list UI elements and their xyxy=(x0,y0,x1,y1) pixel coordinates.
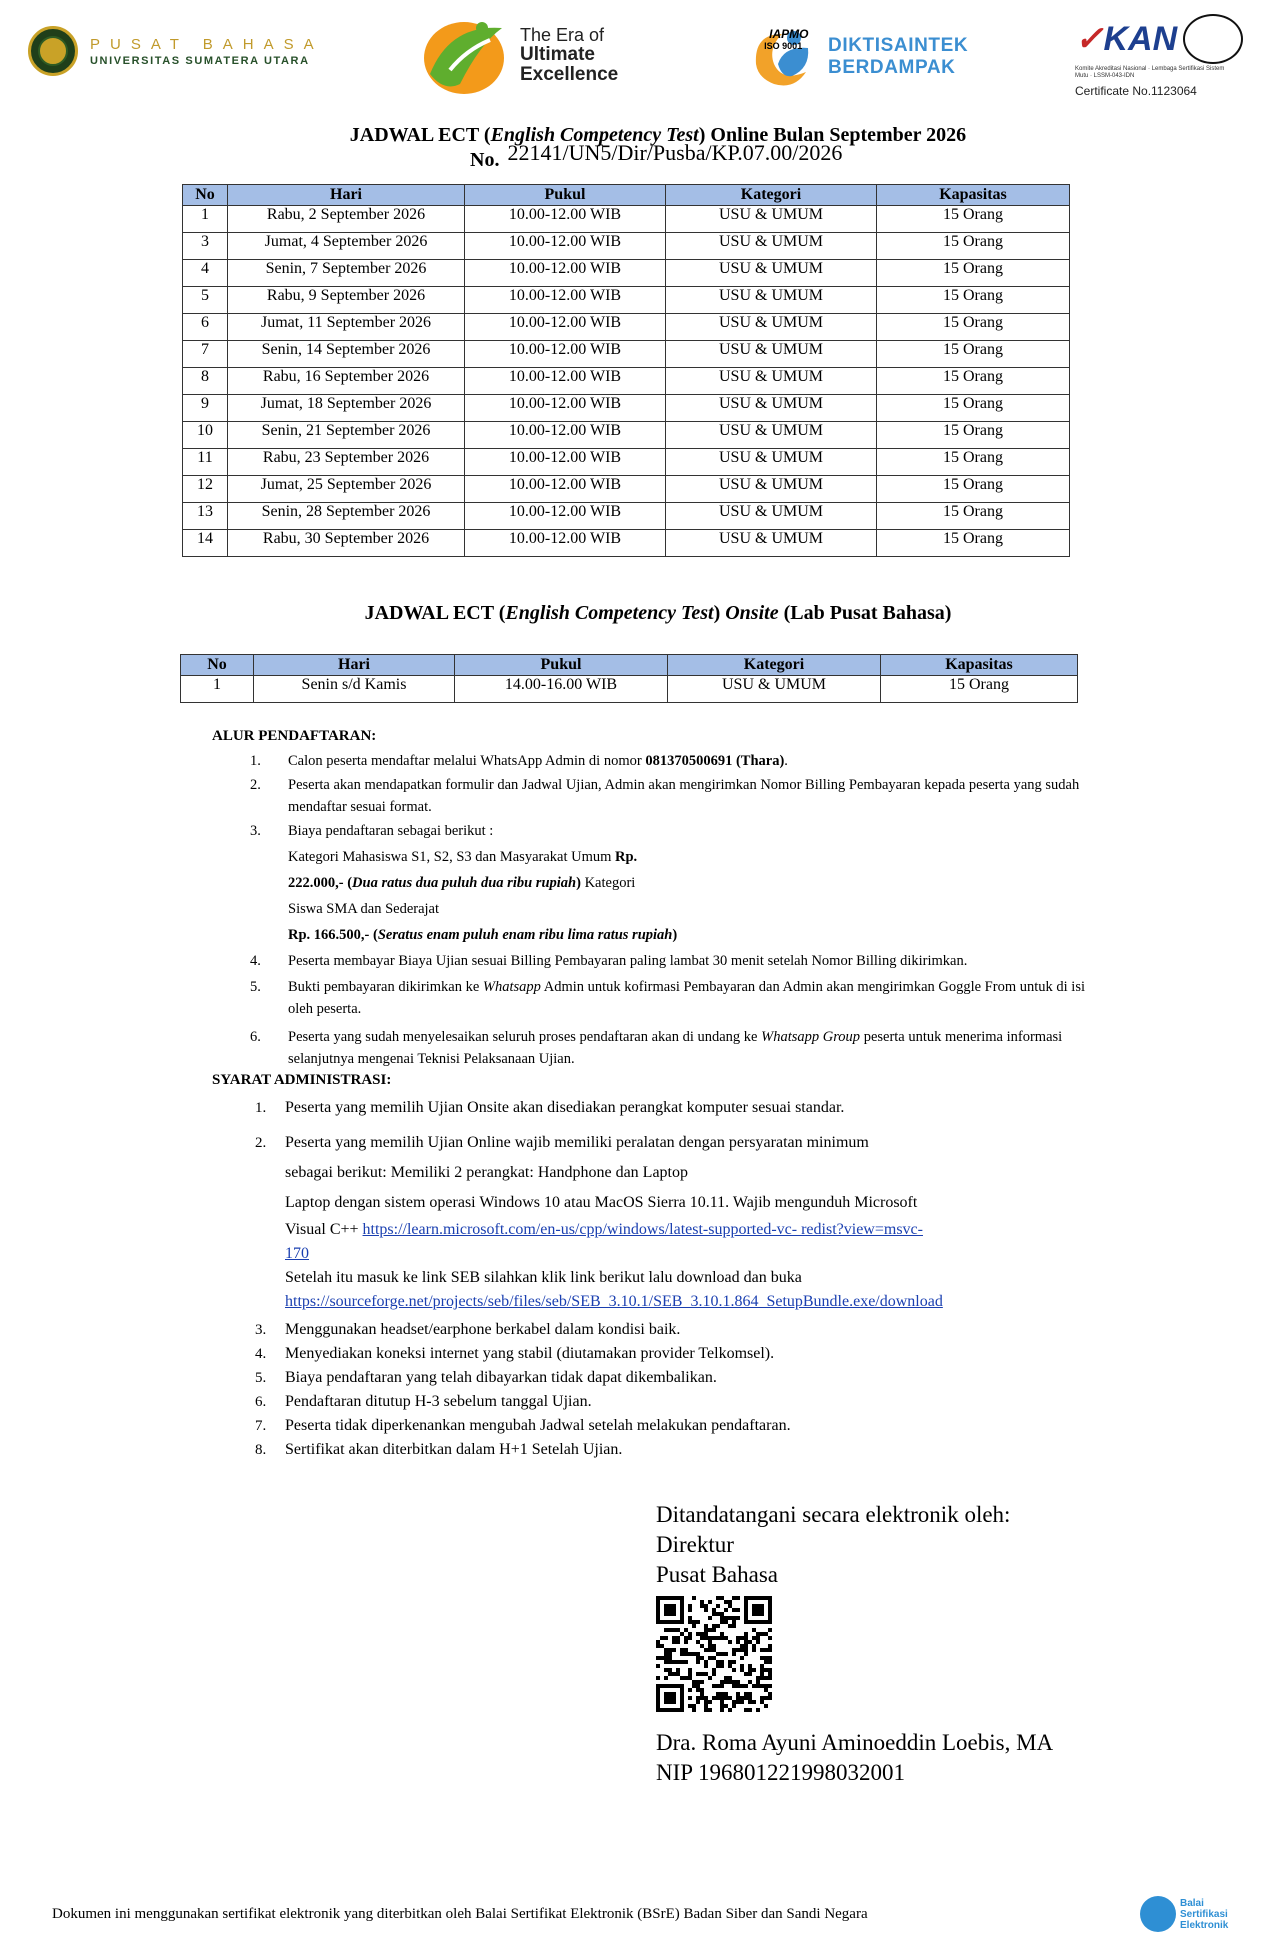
cell-pukul: 10.00-12.00 WIB xyxy=(465,341,666,368)
cell-no: 10 xyxy=(183,422,228,449)
cell-pukul: 10.00-12.00 WIB xyxy=(465,287,666,314)
table-row xyxy=(183,530,1070,557)
cell-kategori: USU & UMUM xyxy=(666,287,877,314)
era-line1: The Era of xyxy=(520,25,605,45)
onsite-schedule-title: JADWAL ECT (English Competency Test) Onsite (Lab Pusat Bahasa) xyxy=(364,602,952,624)
cell-hari: Jumat, 11 September 2026 xyxy=(228,314,465,341)
signer-unit: Pusat Bahasa xyxy=(656,1562,779,1587)
alur-item-6: 6. Peserta yang sudah menyelesaikan seluruh proses pendaftaran akan di undang ke Whatsapp Group peserta untuk menerima informasi selanjutnya mengenai Teknisi Pelaksanaan Ujian. xyxy=(250,1029,1063,1067)
col-kategori: Kategori xyxy=(668,655,881,676)
syarat-item-2: 2. Peserta yang memilih Ujian Online wajib memiliki peralatan dengan persyaratan minimum sebagai berikut: Memiliki 2 perangkat: Handphone dan Laptop Laptop dengan sistem operasi Windows 10 atau MacOS Sierra 10.11. Wajib mengunduh Microsoft Visual C++ https://learn.microsoft.com/en-us/cpp/windows/latest-supported-vc- redist?view=msvc- 170 Setelah itu masuk ke link SEB silahkan klik link berikut lalu download dan buka https://sourceforge.net/projects/seb/files/seb/SEB_3.10.1/SEB_3.10.1.864_SetupBundle.exe/download xyxy=(255,1134,943,1310)
cell-hari: Senin, 28 September 2026 xyxy=(228,503,465,530)
cell-hari: Rabu, 9 September 2026 xyxy=(228,287,465,314)
msvc-redist-link[interactable]: https://learn.microsoft.com/en-us/cpp/windows/latest-supported-vc- redist?view=msvc- xyxy=(362,1221,923,1238)
cell-kapasitas: 15 Orang xyxy=(877,530,1070,557)
syarat-item-1: 1. Peserta yang memilih Ujian Onsite akan disediakan perangkat komputer sesuai standar. xyxy=(255,1099,845,1116)
signer-block xyxy=(656,1728,1053,1788)
cell-kategori: USU & UMUM xyxy=(666,503,877,530)
qr-code-icon xyxy=(656,1596,772,1712)
col-kapasitas: Kapasitas xyxy=(881,655,1078,676)
syarat-item-6: 6. Pendaftaran ditutup H-3 sebelum tanggal Ujian. xyxy=(255,1393,592,1410)
cell-no: 13 xyxy=(183,503,228,530)
cell-kapasitas: 15 Orang xyxy=(877,395,1070,422)
table-row xyxy=(181,676,1078,703)
table-row xyxy=(183,287,1070,314)
cell-no: 1 xyxy=(183,206,228,233)
syarat-item-8: 8. Sertifikat akan diterbitkan dalam H+1 Setelah Ujian. xyxy=(255,1441,623,1458)
signature-block xyxy=(656,1500,1010,1590)
cell-pukul: 10.00-12.00 WIB xyxy=(465,260,666,287)
col-kapasitas: Kapasitas xyxy=(877,185,1070,206)
syarat-item-3: 3. Menggunakan headset/earphone berkabel dalam kondisi baik. xyxy=(255,1321,681,1338)
cell-kategori: USU & UMUM xyxy=(666,530,877,557)
cell-no: 3 xyxy=(183,233,228,260)
cell-kapasitas: 15 Orang xyxy=(877,260,1070,287)
cell-pukul: 10.00-12.00 WIB xyxy=(465,368,666,395)
cell-no: 6 xyxy=(183,314,228,341)
bsre-logo: Balai Sertifikasi Elektronik xyxy=(1140,1896,1228,1932)
cell-kapasitas: 15 Orang xyxy=(877,314,1070,341)
bsre-circle-icon xyxy=(1140,1896,1176,1932)
table-row xyxy=(183,314,1070,341)
university-name: UNIVERSITAS SUMATERA UTARA xyxy=(90,54,310,67)
cell-kapasitas: 15 Orang xyxy=(877,503,1070,530)
cell-kategori: USU & UMUM xyxy=(666,476,877,503)
cell-pukul: 10.00-12.00 WIB xyxy=(465,503,666,530)
cell-kategori: USU & UMUM xyxy=(668,676,881,703)
table-row xyxy=(183,395,1070,422)
cell-no: 14 xyxy=(183,530,228,557)
cell-hari: Rabu, 2 September 2026 xyxy=(228,206,465,233)
seb-download-link[interactable]: https://sourceforge.net/projects/seb/files/seb/SEB_3.10.1/SEB_3.10.1.864_SetupBundle.exe/download xyxy=(285,1293,943,1310)
cell-pukul: 10.00-12.00 WIB xyxy=(465,233,666,260)
dikti-line1: DIKTISAINTEK xyxy=(828,35,969,56)
pusat-bahasa-logo xyxy=(28,26,324,76)
cell-pukul: 10.00-12.00 WIB xyxy=(465,314,666,341)
alur-item-4: 4. Peserta membayar Biaya Ujian sesuai Billing Pembayaran paling lambat 30 menit setelah Nomor Billing dikirimkan. xyxy=(250,953,968,969)
cell-no: 5 xyxy=(183,287,228,314)
cell-hari: Rabu, 16 September 2026 xyxy=(228,368,465,395)
table-row xyxy=(183,449,1070,476)
leaf-globe-icon xyxy=(420,14,510,96)
cell-hari: Jumat, 25 September 2026 xyxy=(228,476,465,503)
cell-no: 8 xyxy=(183,368,228,395)
cell-kategori: USU & UMUM xyxy=(666,233,877,260)
alur-heading: ALUR PENDAFTARAN: xyxy=(212,728,377,744)
col-no: No xyxy=(181,655,254,676)
cell-kapasitas: 15 Orang xyxy=(877,422,1070,449)
table-row xyxy=(183,233,1070,260)
signed-by-label: Ditandatangani secara elektronik oleh: xyxy=(656,1502,1011,1527)
col-hari: Hari xyxy=(228,185,465,206)
cell-no: 12 xyxy=(183,476,228,503)
online-schedule-title: JADWAL ECT (English Competency Test) Online Bulan September 2026 xyxy=(349,124,967,146)
document-number: No. 22141/UN5/Dir/Pusba/KP.07.00/2026 xyxy=(470,140,843,171)
cell-pukul: 10.00-12.00 WIB xyxy=(465,476,666,503)
cell-kategori: USU & UMUM xyxy=(666,449,877,476)
cell-no: 4 xyxy=(183,260,228,287)
cell-kapasitas: 15 Orang xyxy=(877,368,1070,395)
syarat-heading: SYARAT ADMINISTRASI: xyxy=(212,1072,392,1088)
cell-kategori: USU & UMUM xyxy=(666,206,877,233)
cell-kapasitas: 15 Orang xyxy=(877,287,1070,314)
syarat-item-5: 5. Biaya pendaftaran yang telah dibayarkan tidak dapat dikembalikan. xyxy=(255,1369,717,1386)
cell-kapasitas: 15 Orang xyxy=(877,476,1070,503)
onsite-schedule-table xyxy=(180,654,1078,703)
msvc-redist-link-cont[interactable]: 170 xyxy=(285,1245,309,1262)
col-kategori: Kategori xyxy=(666,185,877,206)
cell-no: 9 xyxy=(183,395,228,422)
cell-hari: Jumat, 18 September 2026 xyxy=(228,395,465,422)
cell-pukul: 10.00-12.00 WIB xyxy=(465,530,666,557)
kan-logo-word: ✓KAN xyxy=(1075,20,1178,58)
col-pukul: Pukul xyxy=(465,185,666,206)
cell-pukul: 10.00-12.00 WIB xyxy=(465,422,666,449)
cell-hari: Jumat, 4 September 2026 xyxy=(228,233,465,260)
syarat-item-4: 4. Menyediakan koneksi internet yang stabil (diutamakan provider Telkomsel). xyxy=(255,1345,775,1362)
signer-name: Dra. Roma Ayuni Aminoeddin Loebis, MA xyxy=(656,1730,1054,1755)
col-hari: Hari xyxy=(254,655,455,676)
signer-nip: NIP 196801221998032001 xyxy=(656,1760,905,1785)
cell-no: 1 xyxy=(181,676,254,703)
usu-seal-icon xyxy=(28,26,78,76)
table-row xyxy=(183,341,1070,368)
certificate-number: Certificate No.1123064 xyxy=(1075,84,1197,98)
table-row xyxy=(183,206,1070,233)
alur-item-5: 5. Bukti pembayaran dikirimkan ke Whatsapp Admin untuk kofirmasi Pembayaran dan Admin akan mengirimkan Goggle From untuk di isi oleh peserta. xyxy=(250,979,1085,1017)
cell-kategori: USU & UMUM xyxy=(666,260,877,287)
table-row xyxy=(183,260,1070,287)
cell-kapasitas: 15 Orang xyxy=(877,449,1070,476)
cell-hari: Senin, 21 September 2026 xyxy=(228,422,465,449)
alur-item-1: 1. Calon peserta mendaftar melalui WhatsApp Admin di nomor 081370500691 (Thara). xyxy=(250,753,788,769)
cell-hari: Senin s/d Kamis xyxy=(254,676,455,703)
cell-hari: Senin, 7 September 2026 xyxy=(228,260,465,287)
cell-kategori: USU & UMUM xyxy=(666,395,877,422)
kan-small-text: Komite Akreditasi Nasional · Lembaga Sertifikasi Sistem Mutu · LSSM-043-IDN xyxy=(1075,66,1225,79)
cell-kategori: USU & UMUM xyxy=(666,368,877,395)
cell-pukul: 14.00-16.00 WIB xyxy=(455,676,668,703)
cell-pukul: 10.00-12.00 WIB xyxy=(465,206,666,233)
col-pukul: Pukul xyxy=(455,655,668,676)
era-ultimate-excellence-logo xyxy=(420,14,618,96)
col-no: No xyxy=(183,185,228,206)
table-row xyxy=(183,503,1070,530)
era-line3: Excellence xyxy=(520,64,619,85)
alur-item-3: 3. Biaya pendaftaran sebagai berikut : Kategori Mahasiswa S1, S2, S3 dan Masyarakat Umum Rp. 222.000,- (Dua ratus dua puluh dua ribu rupiah) Kategori Siswa SMA dan Sederajat Rp. 166.500,- (Seratus enam puluh enam ribu lima ratus rupiah) xyxy=(250,823,678,943)
iapmo-badge: IAPMO ISO 9001 xyxy=(1183,14,1243,64)
alur-item-2: 2. Peserta akan mendapatkan formulir dan Jadwal Ujian, Admin akan mengirimkan Nomor Billing Pembayaran kepada peserta yang sudah mendaftar sesuai format. xyxy=(250,777,1080,815)
signer-position: Direktur xyxy=(656,1532,734,1557)
cell-kategori: USU & UMUM xyxy=(666,422,877,449)
cell-kapasitas: 15 Orang xyxy=(877,233,1070,260)
era-line2: Ultimate xyxy=(520,44,595,65)
cell-no: 7 xyxy=(183,341,228,368)
cell-kapasitas: 15 Orang xyxy=(877,206,1070,233)
cell-pukul: 10.00-12.00 WIB xyxy=(465,449,666,476)
dikti-line2: BERDAMPAK xyxy=(828,57,956,78)
cell-kapasitas: 15 Orang xyxy=(877,341,1070,368)
cell-hari: Rabu, 30 September 2026 xyxy=(228,530,465,557)
cell-hari: Senin, 14 September 2026 xyxy=(228,341,465,368)
footer-note: Dokumen ini menggunakan sertifikat elektronik yang diterbitkan oleh Balai Sertifikat Elektronik (BSrE) Badan Siber dan Sandi Negara xyxy=(52,1906,868,1922)
table-row xyxy=(183,368,1070,395)
cell-kapasitas: 15 Orang xyxy=(881,676,1078,703)
table-row xyxy=(183,476,1070,503)
table-row xyxy=(183,422,1070,449)
cell-pukul: 10.00-12.00 WIB xyxy=(465,395,666,422)
online-schedule-table xyxy=(182,184,1070,557)
cell-kategori: USU & UMUM xyxy=(666,341,877,368)
cell-hari: Rabu, 23 September 2026 xyxy=(228,449,465,476)
cell-no: 11 xyxy=(183,449,228,476)
syarat-item-7: 7. Peserta tidak diperkenankan mengubah Jadwal setelah melakukan pendaftaran. xyxy=(255,1417,791,1434)
pusat-bahasa-title: PUSAT BAHASA xyxy=(90,35,324,53)
cell-kategori: USU & UMUM xyxy=(666,314,877,341)
